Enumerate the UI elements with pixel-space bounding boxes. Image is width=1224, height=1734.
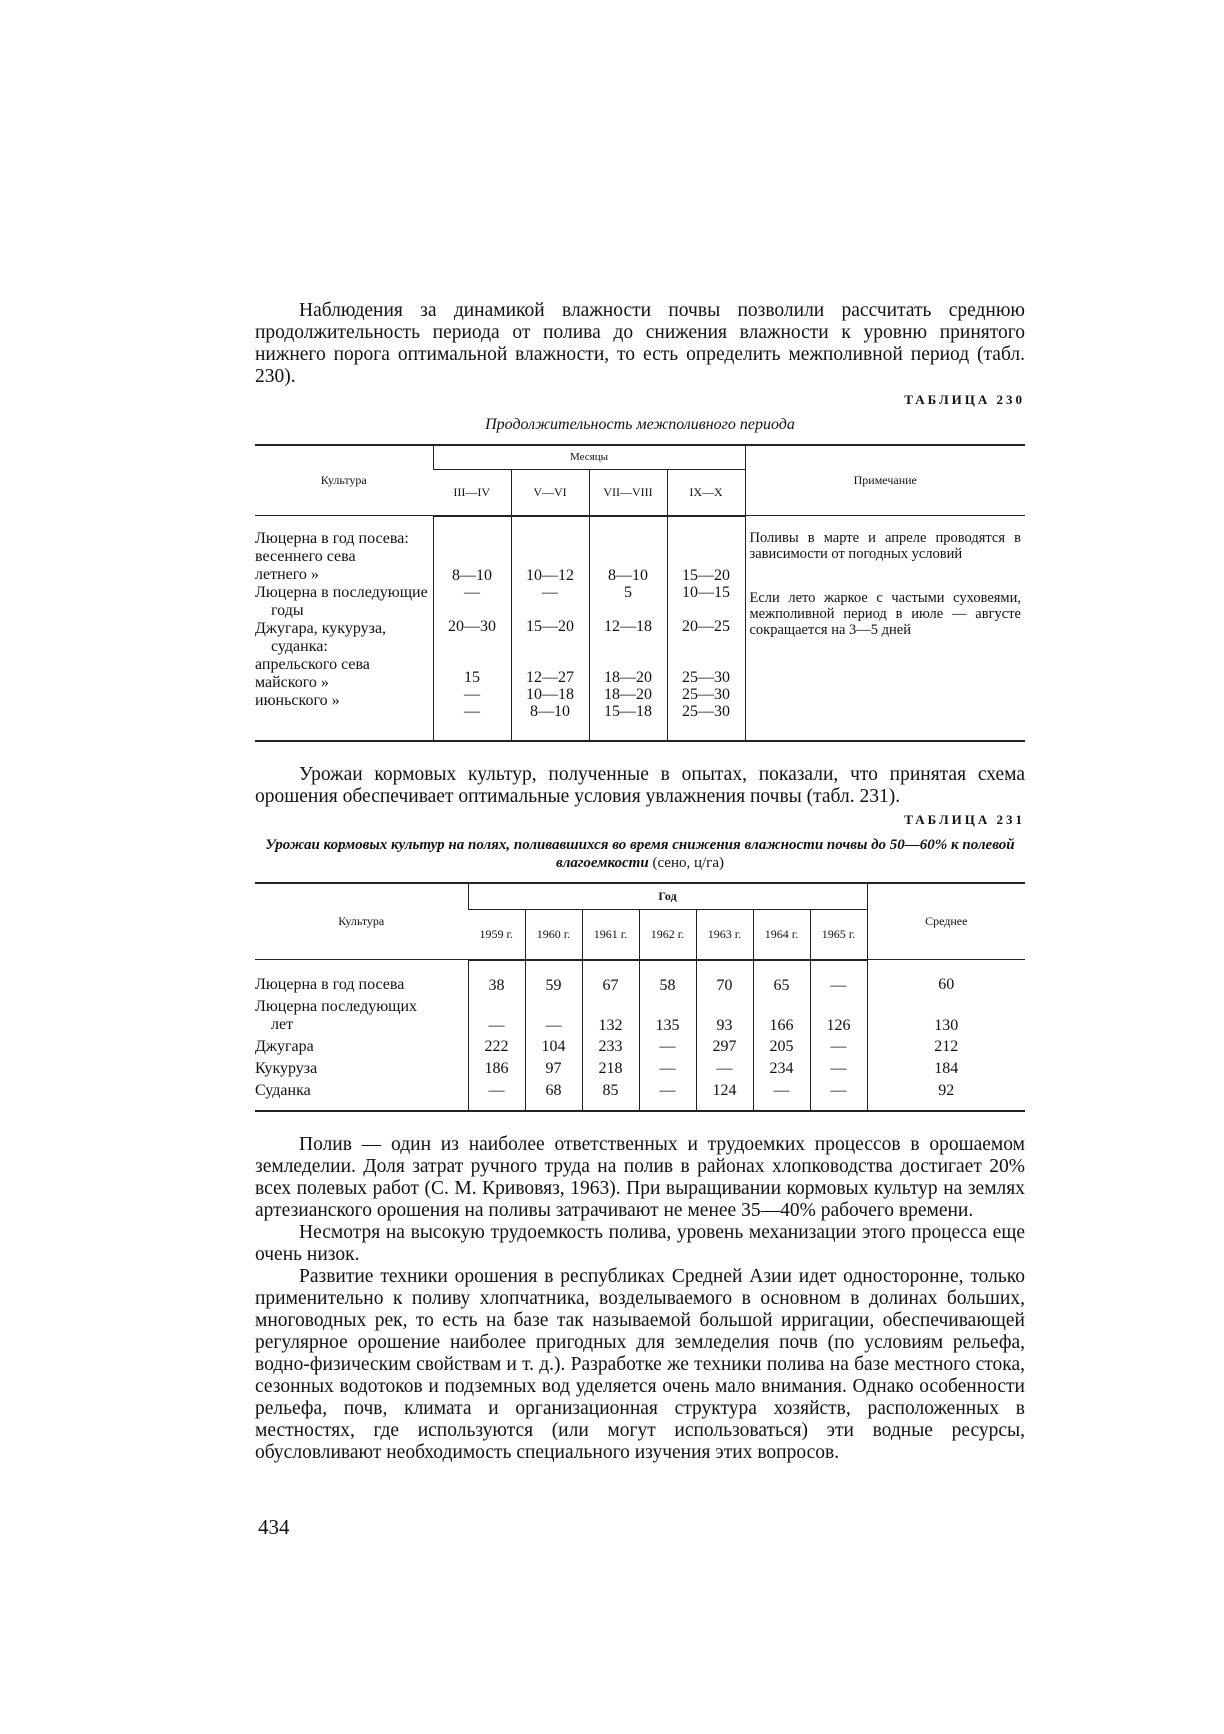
table-cell: — <box>639 1036 696 1058</box>
table-230-cell: 18—20 <box>604 685 652 703</box>
table-230-col-4 <box>667 516 745 742</box>
table-230-cell: 8—10 <box>452 566 492 584</box>
page-content <box>255 300 1025 1464</box>
table-row <box>255 1036 1025 1058</box>
table-cell: 85 <box>582 1080 639 1111</box>
table-230-note-1: Поливы в марте и апреле проводятся в зависимости от погодных условий <box>749 530 1021 562</box>
table-cell: 97 <box>525 1058 582 1080</box>
table-231-year-1964: 1964 г. <box>753 910 810 960</box>
table-cell: 297 <box>696 1036 753 1058</box>
paragraph-4: Несмотря на высокую трудоемкость полива, уровень механизации этого процесса еще очень низок. <box>255 1222 1025 1265</box>
table-230-note-2: Если лето жаркое с частыми суховеями, межполивной период в июле — августе сокращается на 3—5 дней <box>749 590 1021 638</box>
table-231-year-1959: 1959 г. <box>468 910 525 960</box>
table-230-cell: 5 <box>624 583 632 601</box>
table-cell-avg: 184 <box>867 1058 1025 1080</box>
table-231-crop <box>255 996 468 1036</box>
table-230-notes <box>745 516 1025 742</box>
table-231-year-1965: 1965 г. <box>810 910 867 960</box>
table-cell: 67 <box>582 960 639 997</box>
table-230-crop-8: июньского » <box>255 692 340 709</box>
table-231-year-1960: 1960 г. <box>525 910 582 960</box>
table-230-col-2 <box>511 516 589 742</box>
table-230-cell: 25—30 <box>682 668 730 686</box>
table-230-head-note: Примечание <box>745 445 1025 516</box>
table-cell: — <box>810 1036 867 1058</box>
paragraph-2: Урожаи кормовых культур, полученные в опытах, показали, что принятая схема орошения обеспечивает оптимальные условия увлажнения почвы (табл. 231). <box>255 764 1025 807</box>
table-230-cell: 20—25 <box>682 617 730 635</box>
table-cell: — <box>696 1058 753 1080</box>
table-230-crop-2: весеннего сева <box>255 548 356 565</box>
table-230-cell: 10—18 <box>526 685 574 703</box>
table-230-cell: 8—10 <box>608 566 648 584</box>
table-231 <box>255 882 1025 1112</box>
table-231-head-avg: Среднее <box>867 883 1025 960</box>
table-cell: 124 <box>696 1080 753 1111</box>
table-cell: — <box>639 1058 696 1080</box>
table-230-cell: 18—20 <box>604 668 652 686</box>
table-230-cell: 10—15 <box>682 583 730 601</box>
table-230-col-3 <box>589 516 667 742</box>
table-230-month-2: V—VI <box>511 470 589 516</box>
table-230-cell: 12—27 <box>526 668 574 686</box>
table-231-caption <box>255 836 1025 872</box>
table-230-caption: Продолжительность межполивного периода <box>485 416 795 433</box>
table-cell: — <box>810 1058 867 1080</box>
table-230-cell: 25—30 <box>682 702 730 720</box>
table-231-crop: Джугара <box>255 1038 314 1055</box>
paragraph-1: Наблюдения за динамикой влажности почвы позволили рассчитать среднюю продолжительность периода от полива до снижения влажности к уровню принятого нижнего порога оптимальной влажности, то есть определить межполивной период (табл. 230). <box>255 300 1025 387</box>
table-cell: 70 <box>696 960 753 997</box>
table-230-cell: 10—12 <box>526 566 574 584</box>
table-230-head-months: Месяцы <box>433 445 745 470</box>
table-231-year-1962: 1962 г. <box>639 910 696 960</box>
page-number: 434 <box>258 1515 290 1539</box>
table-230-crop-7: майского » <box>255 674 329 691</box>
paragraph-3: Полив — один из наиболее ответственных и трудоемких процессов в орошаемом земледелии. Доля затрат ручного труда на полив в районах хлопководства достигает 20% всех полевых работ (С. М. Кривовяз, 1963). При выращивании кормовых культур на землях артезианского орошения на поливы затрачивают не менее 35—40% рабочего времени. <box>255 1134 1025 1221</box>
table-row <box>255 960 1025 997</box>
table-231-head-year: Год <box>468 883 867 910</box>
table-cell: 233 <box>582 1036 639 1058</box>
table-cell: 104 <box>525 1036 582 1058</box>
table-230-cell: 25—30 <box>682 685 730 703</box>
table-230-col-1 <box>433 516 511 742</box>
table-cell: 93 <box>696 996 753 1036</box>
table-231-label: ТАБЛИЦА 231 <box>904 812 1025 827</box>
table-230-month-3: VII—VIII <box>589 470 667 516</box>
table-cell: 132 <box>582 996 639 1036</box>
table-230-cell: 12—18 <box>604 617 652 635</box>
table-230-crop-column <box>255 516 433 742</box>
table-row <box>255 1058 1025 1080</box>
table-230-cell: — <box>542 583 558 601</box>
table-cell-avg: 92 <box>867 1080 1025 1111</box>
table-cell: — <box>639 1080 696 1111</box>
table-230-label: ТАБЛИЦА 230 <box>904 392 1025 407</box>
table-cell: — <box>810 960 867 997</box>
table-231-caption-italic: Урожаи кормовых культур на полях, поливавшихся во время снижения влажности почвы до 50—60% к полевой влагоемкости <box>265 837 1015 871</box>
table-row <box>255 1080 1025 1111</box>
table-cell: 186 <box>468 1058 525 1080</box>
table-230-crop-6: апрельского сева <box>255 656 370 673</box>
paragraph-5: Развитие техники орошения в республиках Средней Азии идет односторонне, только применительно к поливу хлопчатника, возделываемого в основном в долинах больших, многоводных рек, то есть на базе так называемой большой ирригации, обеспечивающей регулярное орошение наиболее пригодных для земледелия почв (по условиям рельефа, водно-физическим свойствам и т. д.). Разработке же техники полива на базе местного стока, сезонных водотоков и подземных вод уделяется очень мало внимания. Однако особенности рельефа, почв, климата и организационная структура хозяйств, расположенных в местностях, где используются (или могут использоваться) эти водные ресурсы, обусловливают необходимость специального изучения этих вопросов. <box>255 1266 1025 1463</box>
table-230-cell: — <box>464 583 480 601</box>
table-231-crop-label: Люцерна последующих лет <box>255 998 418 1033</box>
table-231-crop: Кукуруза <box>255 1060 318 1077</box>
table-row <box>255 996 1025 1036</box>
table-231-caption-units: (сено, ц/га) <box>652 855 724 871</box>
table-cell: 218 <box>582 1058 639 1080</box>
table-230-cell: 15—18 <box>604 702 652 720</box>
table-cell: 59 <box>525 960 582 997</box>
table-230-crop-5: Джугара, кукуруза, суданка: <box>255 620 387 655</box>
table-230-cell: 15—20 <box>682 566 730 584</box>
table-230-cell: 15 <box>464 668 480 686</box>
table-cell: 68 <box>525 1080 582 1111</box>
table-230-crop-3: летнего » <box>255 566 319 583</box>
table-cell: 38 <box>468 960 525 997</box>
table-231-year-1963: 1963 г. <box>696 910 753 960</box>
table-cell: — <box>810 1080 867 1111</box>
table-230-crop-4: Люцерна в последующие годы <box>255 584 428 619</box>
table-230-cell: 20—30 <box>448 617 496 635</box>
table-cell: — <box>468 996 525 1036</box>
table-231-crop: Суданка <box>255 1080 468 1111</box>
table-cell: 234 <box>753 1058 810 1080</box>
table-230-cell: 8—10 <box>530 702 570 720</box>
table-cell: — <box>468 1080 525 1111</box>
table-cell: 126 <box>810 996 867 1036</box>
table-cell: — <box>753 1080 810 1111</box>
table-231-year-1961: 1961 г. <box>582 910 639 960</box>
table-cell: — <box>525 996 582 1036</box>
table-231-crop: Люцерна в год посева <box>255 976 405 993</box>
table-cell: 58 <box>639 960 696 997</box>
table-cell: 205 <box>753 1036 810 1058</box>
table-230-head-crop: Культура <box>255 445 433 516</box>
table-230-cell: — <box>464 685 480 703</box>
table-cell-avg: 60 <box>867 960 1025 997</box>
table-231-head-crop: Культура <box>255 883 468 960</box>
table-230 <box>255 444 1025 742</box>
table-cell: 135 <box>639 996 696 1036</box>
table-cell: 65 <box>753 960 810 997</box>
table-230-month-1: III—IV <box>433 470 511 516</box>
table-230-cell: 15—20 <box>526 617 574 635</box>
table-230-crop-1: Люцерна в год посева: <box>255 530 409 547</box>
table-cell-avg: 212 <box>867 1036 1025 1058</box>
table-cell: 222 <box>468 1036 525 1058</box>
table-cell-avg: 130 <box>867 996 1025 1036</box>
table-230-month-4: IX—X <box>667 470 745 516</box>
table-230-cell: — <box>464 702 480 720</box>
table-cell: 166 <box>753 996 810 1036</box>
